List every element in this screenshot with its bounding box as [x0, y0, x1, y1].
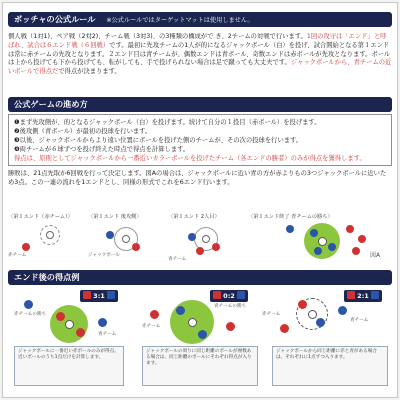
- scoring-paragraph: [8, 170, 392, 206]
- rules-title: ボッチャの公式ルール: [14, 14, 96, 24]
- rule-2: ❷後攻側（青ボール）が最初の投球を行います。: [14, 128, 152, 135]
- jack-ball-icon: [65, 320, 74, 329]
- blue-square-icon: [371, 291, 379, 299]
- example-2-score: 0:2: [210, 290, 248, 302]
- blue-ball-icon: [198, 330, 207, 339]
- red-square-icon: [347, 291, 355, 299]
- blue-ball-icon: [176, 306, 185, 315]
- red-ball-icon: [346, 225, 354, 233]
- rule-5: 得点は、原則としてジャックボールから一番近いカラーボールを投げたチーム（各エンドの勝者）のみが得点を獲得します。: [14, 155, 366, 162]
- rules-header: [8, 12, 392, 27]
- step-2-title: 〈第１エンド 後攻側〉: [88, 214, 142, 220]
- intro-highlight-1: 1回の攻守は「エンド」と呼ばれ、試合は６エンド戦（６回戦）: [8, 33, 387, 49]
- blue-ball-icon: [316, 318, 325, 327]
- scoring-text: 勝敗は、21点先取か6回戦を行って決定します。図Aの場合は、ジャックボールに近い青の方が赤よりもの3つジャックボールに近いため3点。この一連の流れを1エンドとし、同様の形式でこれを6エンド行います。: [8, 170, 387, 186]
- red-ball-icon: [56, 312, 65, 321]
- red-ball-icon: [196, 247, 204, 255]
- rule-4: ❹両チームが６球ずつを投げ終えた時点で得点を計算します。: [14, 146, 190, 153]
- step-3-title: 〈第１エンド 2人目〉: [168, 214, 220, 220]
- intro-paragraph: [8, 33, 392, 95]
- blue-ball-icon: [188, 233, 196, 241]
- blue-ball-icon: [98, 318, 107, 327]
- red-ball-icon: [76, 328, 85, 337]
- step-1-title: 〈第１エンド（赤チーム）〉: [8, 214, 73, 220]
- score-right: 2: [230, 292, 235, 300]
- intro-highlight-2: ジャックボールから、青チームの近いボールで得点だ: [8, 59, 392, 76]
- intro-text-1: 個人戦（1対1)、ペア戦（2対2)、チーム戦（3対3)、の3種類の構成がで き、2チームの対戦で行います。: [8, 33, 307, 40]
- red-ball-icon: [132, 243, 140, 251]
- red-ball-icon: [150, 310, 159, 319]
- example-3-score: 2:1: [344, 290, 382, 302]
- red-square-icon: [213, 291, 221, 299]
- red-ball-icon: [352, 247, 360, 255]
- step-4-title: 〈第１エンド終了 青チームの勝ち〉: [248, 214, 333, 220]
- example-note-3: ジャックボールから同じ距離に赤と青がある場合は、それぞれに1点ずつ入ります。: [272, 346, 388, 386]
- example-2-blue-label: 青チームの勝ち: [214, 304, 247, 309]
- jack-ball-icon: [122, 235, 130, 243]
- procedure-title: 公式ゲームの進め方: [14, 99, 88, 109]
- rules-box: [8, 114, 392, 166]
- red-ball-icon: [358, 235, 366, 243]
- jack-ball-icon: [188, 318, 197, 327]
- example-3-red-label: 赤チーム: [262, 312, 281, 317]
- score-left: 3: [93, 292, 98, 300]
- red-square-icon: [83, 291, 91, 299]
- jack-ball-icon: [308, 310, 317, 319]
- blue-team-label: 青チーム: [168, 257, 187, 262]
- example-1-score: 3:1: [80, 290, 118, 302]
- jack-ball-icon: [46, 231, 54, 239]
- red-team-label: 赤チーム: [8, 253, 27, 258]
- score-right: 1: [364, 292, 369, 300]
- example-1-blue-label: 青チーム: [98, 332, 117, 337]
- score-left: 2: [357, 292, 362, 300]
- example-note-1: ジャックボールに一番近い赤ボールのみが得点。近いボールのうち1点だけを計算します。: [14, 346, 124, 386]
- red-ball-icon: [212, 243, 220, 251]
- blue-ball-icon: [338, 306, 347, 315]
- example-2-red-label: 赤チーム: [142, 324, 161, 329]
- rule-3: ❸以後、ジャックボールからより遠い位置にボールを投げた側のチームが、その次の投球を行います。: [14, 137, 303, 144]
- step-diagram-2: [88, 213, 160, 263]
- red-ball-icon: [226, 322, 235, 331]
- rule-1: ❶まず先攻側が、的となるジャックボール（白）を投げます。続けて自分の１投目（赤ボール）を投げます。: [14, 119, 321, 126]
- jack-ball-icon: [318, 237, 327, 246]
- red-ball-icon: [22, 243, 30, 251]
- red-ball-icon: [298, 300, 307, 309]
- procedure-header: [8, 97, 392, 112]
- step-diagram-3: [168, 213, 240, 263]
- intro-text-3: で得点が決まります。: [58, 68, 121, 76]
- example-note-2: ジャックボールの周りに同じ距離のボールが複数ある場合は、同じ距離のボールにそれぞれ得点が入ります。: [142, 346, 258, 386]
- score-left: 0: [223, 292, 228, 300]
- figure-a-label: 図A: [370, 252, 381, 259]
- example-1-red-label: 赤チームの勝ち: [14, 312, 47, 317]
- example-3-blue-label: 青チーム: [350, 318, 369, 323]
- jack-ball-label: ジャックボール: [88, 253, 120, 258]
- score-right: 1: [100, 292, 105, 300]
- blue-ball-icon: [286, 225, 294, 233]
- blue-ball-icon: [106, 231, 114, 239]
- blue-ball-icon: [24, 300, 33, 309]
- step-diagram-4: [248, 213, 392, 263]
- blue-square-icon: [107, 291, 115, 299]
- blue-ball-icon: [314, 247, 322, 255]
- blue-ball-icon: [310, 229, 318, 237]
- blue-ball-icon: [328, 243, 336, 251]
- step-diagram-1: [8, 213, 80, 263]
- examples-title: エンド後の得点例: [14, 272, 80, 282]
- jack-ball-icon: [202, 235, 210, 243]
- red-ball-icon: [280, 324, 289, 333]
- rules-note: ※公式ルールではターゲットマットは使用しません。: [106, 17, 254, 24]
- blue-square-icon: [237, 291, 245, 299]
- procedure-diagrams: [8, 213, 392, 263]
- intro-text-2: です。最初に先攻チームの1人が的になるジャックボール（白）を投げ、試合開始となる第１エンドは常に赤チームの先攻となります。２エンド目は青チームが、偶数エンドは青ボール、奇数エンドは赤ボールが先攻となります。ボールは上から投げても下から投げても、転がしても、手で投げられない場合は足で蹴っても大丈夫です。: [8, 41, 391, 67]
- examples-header: [8, 270, 392, 285]
